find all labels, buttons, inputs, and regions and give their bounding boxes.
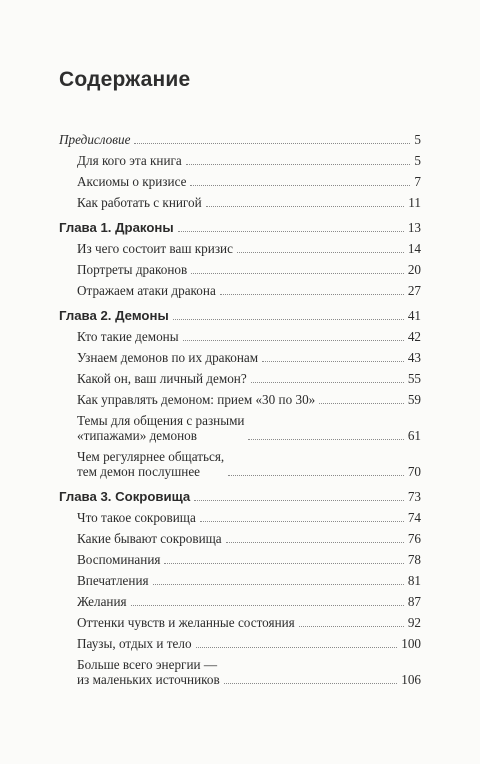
dot-leader (262, 360, 404, 362)
toc-entry-label-line: Больше всего энергии — (77, 657, 218, 672)
toc-page-number: 41 (407, 308, 421, 323)
toc-page-number: 14 (407, 241, 421, 256)
toc-entry[interactable] (59, 449, 421, 479)
toc-entry-label (77, 262, 187, 277)
toc-page-number: 5 (414, 132, 421, 147)
toc-page-number: 43 (407, 350, 421, 365)
toc-page-number: 55 (407, 371, 421, 386)
toc-entry-label-line: Для кого эта книга (77, 153, 182, 168)
toc-entry[interactable] (59, 153, 421, 168)
toc-entry-label (77, 531, 222, 546)
toc-entry[interactable] (59, 195, 421, 210)
dot-leader (237, 251, 404, 253)
toc-entry-label-line: Аксиомы о кризисе (77, 174, 187, 189)
toc-page-number: 76 (407, 531, 421, 546)
toc-entry-label (77, 329, 179, 344)
toc-page-number: 106 (401, 672, 421, 687)
toc-entry-label (77, 594, 127, 609)
toc-entry-label (77, 657, 220, 687)
dot-leader (206, 205, 405, 207)
toc-entry-label (77, 371, 247, 386)
toc-entry-label (77, 510, 196, 525)
toc-entry[interactable] (59, 392, 421, 407)
toc-page-number: 87 (407, 594, 421, 609)
toc-entry[interactable] (59, 615, 421, 630)
toc-page-number: 7 (414, 174, 421, 189)
dot-leader (228, 474, 404, 476)
dot-leader (200, 520, 404, 522)
toc-section (59, 489, 421, 687)
toc-entry-label-line: из маленьких источников (77, 672, 220, 687)
toc-section (59, 220, 421, 298)
toc-entry-label-line: Какие бывают сокровища (77, 531, 222, 546)
toc-entry[interactable] (59, 510, 421, 525)
toc-page-number: 81 (407, 573, 421, 588)
toc-entry-label (77, 636, 192, 651)
toc-entry[interactable] (59, 531, 421, 546)
toc-entry-label-line: Кто такие демоны (77, 329, 179, 344)
toc-page-number: 13 (407, 220, 421, 235)
toc-page-number: 100 (401, 636, 421, 651)
toc-entry-label (59, 489, 190, 504)
toc-page-number: 11 (408, 195, 421, 210)
table-of-contents (59, 132, 421, 697)
toc-entry-label (77, 241, 233, 256)
toc-entry-label-line: Как управлять демоном: прием «30 по 30» (77, 392, 316, 407)
toc-entry[interactable] (59, 132, 421, 147)
toc-entry-label (59, 132, 130, 147)
dot-leader (164, 562, 403, 564)
toc-page-number: 42 (407, 329, 421, 344)
toc-entry-label (77, 449, 224, 479)
toc-entry-label (77, 153, 182, 168)
toc-entry[interactable] (59, 371, 421, 386)
toc-entry[interactable] (59, 262, 421, 277)
toc-entry-label-line: Как работать с книгой (77, 195, 202, 210)
toc-entry-label (77, 413, 244, 443)
toc-chapter-entry[interactable] (59, 308, 421, 323)
toc-entry[interactable] (59, 552, 421, 567)
toc-page-number: 61 (407, 428, 421, 443)
toc-entry-label (77, 174, 186, 189)
toc-entry[interactable] (59, 174, 421, 189)
toc-entry-label (77, 283, 216, 298)
toc-entry-label-line: Глава 3. Сокровища (59, 489, 191, 504)
toc-entry-label-line: Глава 1. Драконы (59, 220, 174, 235)
toc-entry[interactable] (59, 594, 421, 609)
toc-page-number: 78 (407, 552, 421, 567)
toc-entry-label-line: Чем регулярнее общаться, (77, 449, 225, 464)
toc-entry-label (77, 350, 258, 365)
toc-entry-label (59, 220, 174, 235)
dot-leader (191, 272, 404, 274)
toc-entry[interactable] (59, 636, 421, 651)
toc-entry[interactable] (59, 657, 421, 687)
page-title: Содержание (59, 68, 191, 91)
toc-entry-label-line: Впечатления (77, 573, 149, 588)
toc-entry[interactable] (59, 573, 421, 588)
dot-leader (220, 293, 404, 295)
dot-leader (224, 682, 398, 684)
toc-entry-label-line: тем демон послушнее (77, 464, 201, 479)
dot-leader (196, 646, 398, 648)
toc-entry-label-line: Глава 2. Демоны (59, 308, 169, 323)
toc-page-number: 92 (407, 615, 421, 630)
toc-section (59, 308, 421, 479)
dot-leader (226, 541, 404, 543)
toc-entry[interactable] (59, 413, 421, 443)
toc-entry-label-line: «типажами» демонов (77, 428, 197, 443)
dot-leader (319, 402, 404, 404)
toc-entry-label-line: Что такое сокровища (77, 510, 196, 525)
toc-entry-label-line: Оттенки чувств и желанные состояния (77, 615, 295, 630)
toc-entry-label-line: Какой он, ваш личный демон? (77, 371, 247, 386)
toc-entry-label (77, 573, 149, 588)
toc-entry-label-line: Темы для общения с разными (77, 413, 245, 428)
toc-entry-label (77, 392, 315, 407)
dot-leader (131, 604, 404, 606)
dot-leader (251, 381, 404, 383)
toc-entry-label-line: Узнаем демонов по их драконам (77, 350, 259, 365)
toc-entry[interactable] (59, 283, 421, 298)
toc-page-number: 70 (407, 464, 421, 479)
dot-leader (178, 230, 404, 232)
toc-entry-label (77, 552, 160, 567)
toc-entry-label (59, 308, 169, 323)
toc-entry-label-line: Отражаем атаки дракона (77, 283, 216, 298)
toc-page-number: 74 (407, 510, 421, 525)
toc-chapter-entry[interactable] (59, 220, 421, 235)
toc-entry-label-line: Портреты драконов (77, 262, 188, 277)
toc-entry[interactable] (59, 329, 421, 344)
toc-section (59, 132, 421, 210)
dot-leader (190, 184, 410, 186)
toc-entry-label-line: Паузы, отдых и тело (77, 636, 192, 651)
toc-page-number: 73 (407, 489, 421, 504)
toc-entry[interactable] (59, 241, 421, 256)
toc-entry-label-line: Желания (77, 594, 127, 609)
dot-leader (153, 583, 404, 585)
toc-entry-label (77, 615, 295, 630)
toc-chapter-entry[interactable] (59, 489, 421, 504)
toc-page-number: 59 (407, 392, 421, 407)
dot-leader (134, 142, 410, 144)
dot-leader (299, 625, 404, 627)
dot-leader (248, 438, 403, 440)
toc-page-number: 20 (407, 262, 421, 277)
toc-entry-label (77, 195, 202, 210)
dot-leader (173, 318, 404, 320)
dot-leader (194, 499, 404, 501)
toc-entry-label-line: Предисловие (59, 132, 131, 147)
toc-entry-label-line: Воспоминания (77, 552, 161, 567)
dot-leader (183, 339, 404, 341)
toc-entry[interactable] (59, 350, 421, 365)
dot-leader (186, 163, 411, 165)
toc-page-number: 5 (414, 153, 421, 168)
toc-entry-label-line: Из чего состоит ваш кризис (77, 241, 233, 256)
toc-page-number: 27 (407, 283, 421, 298)
